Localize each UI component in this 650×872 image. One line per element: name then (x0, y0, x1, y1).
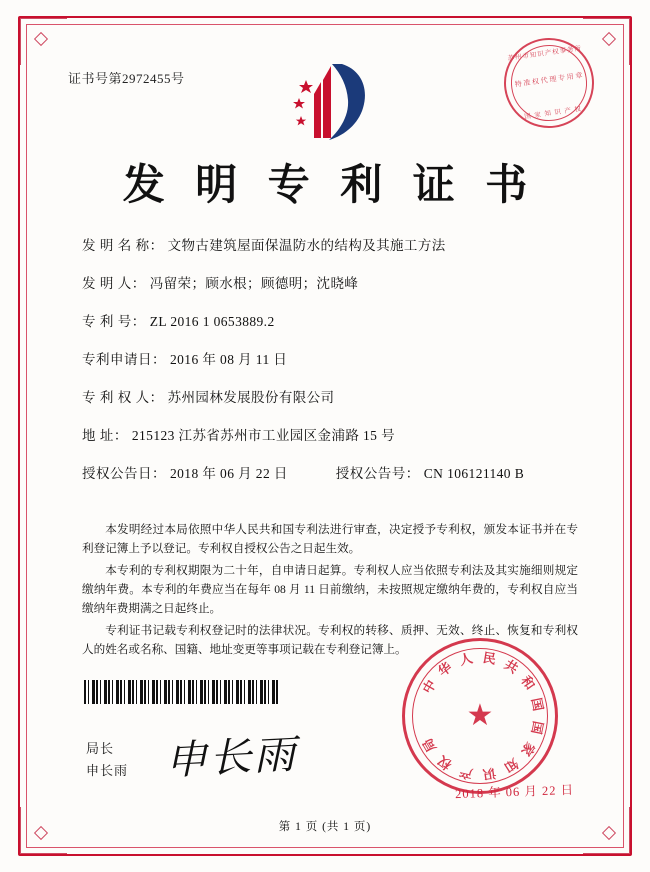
agency-seal-middle: 特 准 权 代 理 专 用 章 (514, 71, 583, 89)
government-official-seal (402, 638, 558, 794)
director-handwritten-signature: 申长雨 (163, 731, 299, 785)
grant-number-group (336, 462, 524, 482)
barcode (84, 680, 280, 704)
field-inventors (82, 272, 580, 292)
seal-arc-char: 识 (481, 765, 498, 783)
field-grant-publication (82, 462, 580, 482)
field-value: 文物古建筑屋面保温防水的结构及其施工方法 (167, 238, 446, 253)
seal-arc-char: 中 (419, 677, 440, 697)
field-application-date (82, 348, 580, 368)
field-patent-number (82, 310, 580, 330)
field-label: 发 明 人： (82, 276, 146, 291)
seal-arc-char: 民 (481, 649, 497, 667)
seal-arc-char: 国 (528, 719, 546, 736)
seal-arc-char: 知 (501, 755, 521, 776)
grant-number-value: CN 106121140 B (423, 466, 525, 481)
legal-paragraph-2: 本专利的专利权期限为二十年，自申请日起算。专利权人应当依照专利法及其实施细则规定缴纳年费。本专利的年费应当在每年 08 月 11 日前缴纳，未按照规定缴纳年费的，专利权自应当缴纳年费期满之日起终止。 (82, 564, 578, 615)
document-title: 发 明 专 利 证 书 (122, 163, 538, 209)
cnipa-emblem-icon (285, 58, 375, 144)
seal-arc-char: 国 (528, 696, 546, 713)
field-label: 专 利 号： (82, 314, 146, 329)
page-footer: 第 1 页 (共 1 页) (278, 821, 372, 833)
seal-arc-char: 权 (435, 752, 455, 773)
grant-date-value: 2018 年 06 月 22 日 (170, 466, 288, 481)
seal-arc-char: 产 (457, 763, 475, 782)
grant-date-label: 授权公告日： (82, 466, 166, 481)
seal-star-icon: ★ (466, 699, 494, 732)
field-value: 2016 年 08 月 11 日 (170, 352, 288, 367)
field-invention-name (82, 234, 580, 254)
legal-paragraph-1: 本发明经过本局依照中华人民共和国专利法进行审查，决定授予专利权，颁发本证书并在专利登记簿上予以登记。专利权自授权公告之日起生效。 (82, 523, 578, 555)
seal-arc-char: 局 (419, 735, 440, 755)
agency-seal-arc-bottom: 国 家 知 识 产 权 (523, 105, 583, 121)
field-address (82, 424, 580, 444)
grant-number-label: 授权公告号： (335, 466, 420, 481)
field-value: 苏州园林发展股份有限公司 (167, 390, 335, 405)
field-list (82, 234, 580, 500)
legal-paragraph-3: 专利证书记载专利权登记时的法律状况。专利权的转移、质押、无效、终止、恢复和专利权人的姓名或名称、国籍、地址变更等事项记载在专利登记簿上。 (82, 624, 578, 656)
seal-arc-char: 华 (435, 659, 455, 680)
seal-arc-char: 家 (518, 739, 538, 759)
agency-seal-arc-top: 苏州市知识产权事务所 (507, 45, 583, 63)
signature-block (86, 738, 128, 782)
field-label: 地 址： (82, 428, 128, 443)
field-value: 冯留荣；顾水根；顾德明；沈晓峰 (149, 276, 359, 291)
director-name: 申长雨 (86, 763, 129, 778)
field-label: 发 明 名 称： (82, 238, 164, 253)
field-label: 专利申请日： (82, 352, 166, 367)
field-label: 专 利 权 人： (82, 390, 164, 405)
field-value: 215123 江苏省苏州市工业园区金浦路 15 号 (131, 428, 395, 443)
field-value: ZL 2016 1 0653889.2 (149, 314, 275, 329)
seal-arc-char: 和 (518, 673, 538, 693)
seal-arc-char: 人 (457, 650, 475, 669)
seal-arc-char: 共 (501, 656, 521, 677)
field-patentee (82, 386, 580, 406)
certificate-number: 证书号第2972455号 (68, 71, 185, 86)
director-label: 局长 (86, 741, 115, 756)
seal-date: 2018 年 06 月 22 日 (454, 782, 575, 802)
